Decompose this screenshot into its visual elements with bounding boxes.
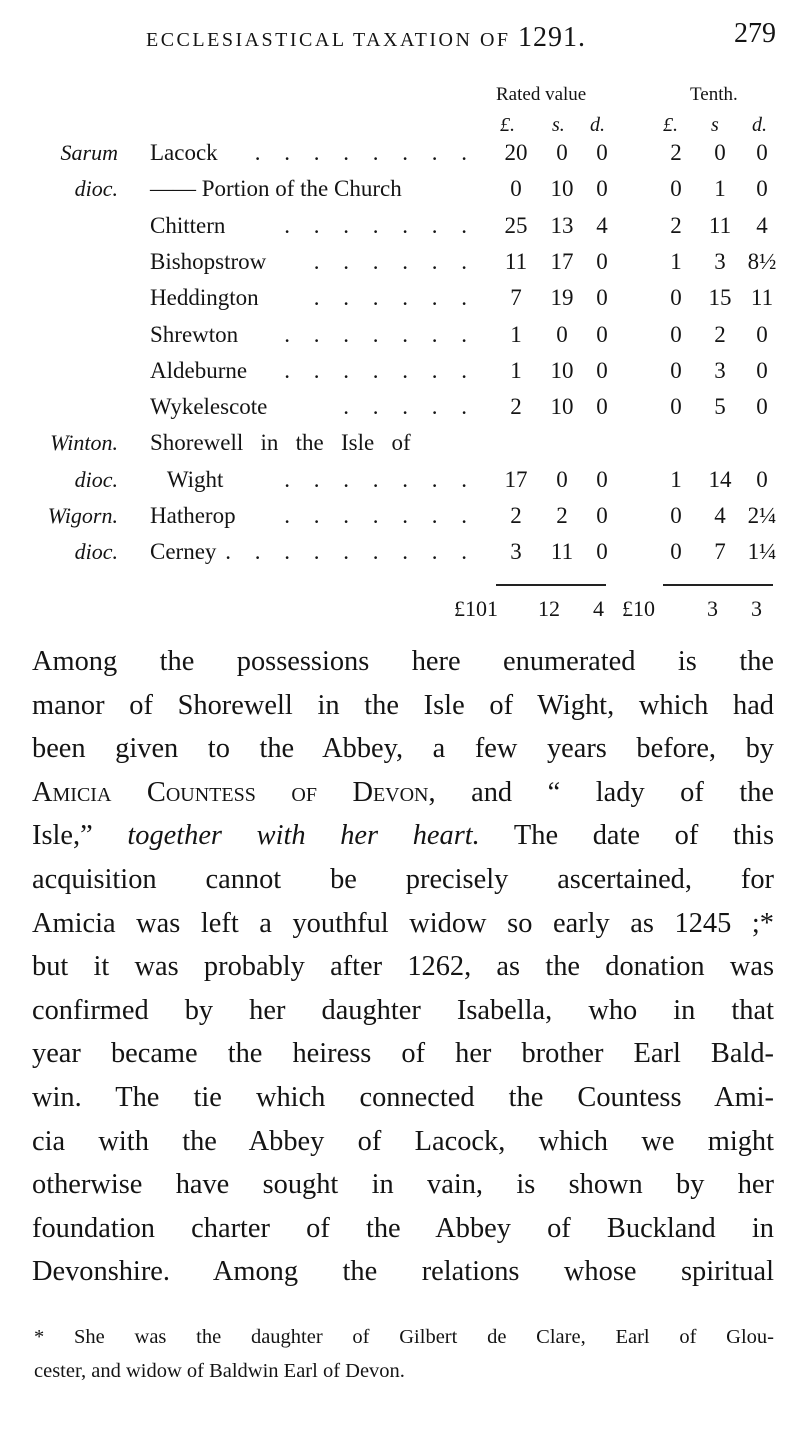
leader-dots: . . . . . . . bbox=[284, 212, 476, 238]
body-line: otherwise have sought in vain, is shown by her bbox=[32, 1169, 774, 1201]
body-line: confirmed by her daughter Isabella, who in that bbox=[32, 994, 774, 1026]
body-line-rest: and “ lady of the bbox=[435, 776, 775, 808]
tenth-value-cell: 15 bbox=[708, 285, 732, 311]
rated-value-cell: 10 bbox=[550, 176, 574, 202]
place-name: Bishopstrow bbox=[150, 248, 267, 274]
place-name: Lacock bbox=[150, 140, 218, 165]
tenth-value-cell: 0 bbox=[756, 140, 768, 165]
rated-value-cell: 0 bbox=[596, 321, 608, 347]
body-line: been given to the Abbey, a few years before, by bbox=[32, 733, 774, 765]
rated-value-cell: 0 bbox=[510, 176, 522, 202]
unit-pence: d. bbox=[590, 114, 605, 136]
body-line-rest: The date of this bbox=[479, 820, 774, 852]
tenth-value-cell: 0 bbox=[756, 176, 768, 202]
place-name: Shrewton bbox=[150, 321, 239, 347]
tenth-value-cell: 0 bbox=[670, 176, 682, 202]
tenth-value-cell: 0 bbox=[714, 140, 726, 165]
tenth-value-cell: 0 bbox=[670, 321, 682, 347]
tenth-value-cell: 0 bbox=[670, 394, 682, 420]
diocese-label: Winton. bbox=[50, 430, 118, 456]
tenth-value-cell: 2 bbox=[670, 140, 682, 165]
rated-value-cell: 0 bbox=[596, 176, 608, 202]
running-title bbox=[146, 22, 586, 54]
leader-dots: . . . . . . . bbox=[284, 503, 476, 528]
place-name: Wight bbox=[150, 466, 224, 492]
body-line: Devonshire. Among the relations whose spiritual bbox=[32, 1256, 774, 1288]
col-header-rated-value: Rated value bbox=[496, 84, 587, 105]
diocese-label: dioc. bbox=[74, 466, 118, 492]
tenth-value-cell: 0 bbox=[756, 466, 768, 492]
body-line: foundation charter of the Abbey of Buckland in bbox=[32, 1212, 774, 1244]
total-rated-pence: 4 bbox=[593, 596, 604, 621]
table-row bbox=[0, 176, 800, 212]
running-title-text: ECCLESIASTICAL TAXATION OF bbox=[146, 29, 511, 51]
place-name: Wykelescote bbox=[150, 394, 268, 420]
rated-value-cell: 0 bbox=[556, 140, 568, 165]
rated-value-cell: 13 bbox=[550, 212, 574, 238]
diocese-label: Wigorn. bbox=[47, 503, 118, 528]
rated-value-cell: 4 bbox=[596, 212, 608, 238]
total-tenth-shillings: 3 bbox=[707, 596, 718, 621]
table-row bbox=[0, 213, 800, 249]
tenth-value-cell: 2 bbox=[714, 321, 726, 347]
table-row bbox=[0, 358, 800, 394]
tenth-value-cell: 0 bbox=[756, 357, 768, 383]
body-line: but it was probably after 1262, as the donation was bbox=[32, 951, 774, 983]
rated-value-cell: 7 bbox=[510, 285, 522, 311]
footnote-line: cester, and widow of Baldwin Earl of Devon. bbox=[34, 1360, 405, 1382]
tenth-value-cell: 8½ bbox=[747, 248, 777, 274]
rated-value-cell: 0 bbox=[596, 357, 608, 383]
body-paragraph bbox=[32, 640, 774, 1294]
tenth-value-cell: 1 bbox=[714, 176, 726, 202]
tenth-value-cell: 1¼ bbox=[747, 539, 777, 565]
rated-value-cell: 0 bbox=[596, 140, 608, 165]
leader-dots: . . . . . . bbox=[313, 285, 476, 311]
table-row bbox=[0, 430, 800, 466]
leader-dots: . . . . . . . bbox=[284, 321, 476, 347]
unit-pounds: £. bbox=[500, 114, 515, 136]
rated-value-cell: 10 bbox=[550, 394, 574, 420]
tenth-value-cell: 0 bbox=[756, 321, 768, 347]
tenth-value-cell: 14 bbox=[708, 466, 732, 492]
rated-value-cell: 17 bbox=[504, 466, 528, 492]
tenth-value-cell: 3 bbox=[714, 357, 726, 383]
body-line: acquisition cannot be precisely ascertained, for bbox=[32, 863, 774, 895]
leader-dots: . . . . . . . . bbox=[254, 140, 476, 165]
rated-value-cell: 1 bbox=[510, 357, 522, 383]
sum-rule-tenth bbox=[663, 584, 773, 586]
leader-dots: . . . . . . . . . bbox=[225, 539, 476, 565]
rated-value-cell: 2 bbox=[510, 394, 522, 420]
tenth-value-cell: 0 bbox=[670, 357, 682, 383]
place-name: —— Portion of the Church bbox=[150, 176, 402, 202]
total-tenth-pence: 3 bbox=[751, 596, 762, 621]
rated-value-cell: 10 bbox=[550, 357, 574, 383]
unit-pence: d. bbox=[752, 114, 767, 136]
tenth-value-cell: 5 bbox=[714, 394, 726, 420]
place-name: Heddington bbox=[150, 285, 259, 311]
tenth-value-cell: 11 bbox=[708, 212, 732, 238]
tenth-value-cell: 1 bbox=[670, 248, 682, 274]
body-line-start: Isle,” bbox=[32, 820, 93, 852]
diocese-label: dioc. bbox=[74, 539, 118, 565]
place-name: Shorewell in the Isle of bbox=[150, 430, 411, 456]
table-row bbox=[0, 539, 800, 575]
leader-dots: . . . . . . . bbox=[284, 466, 476, 492]
rated-value-cell: 19 bbox=[550, 285, 574, 311]
body-line: year became the heiress of her brother Earl Bald- bbox=[32, 1038, 774, 1070]
col-header-tenth: Tenth. bbox=[690, 84, 738, 105]
rated-value-cell: 2 bbox=[556, 503, 568, 528]
tenth-value-cell: 1 bbox=[670, 466, 682, 492]
place-name: Hatherop bbox=[150, 503, 236, 528]
rated-value-cell: 3 bbox=[510, 539, 522, 565]
unit-pounds: £. bbox=[663, 114, 678, 136]
rated-value-cell: 0 bbox=[596, 394, 608, 420]
rated-value-cell: 25 bbox=[504, 212, 528, 238]
table-row bbox=[0, 140, 800, 176]
rated-value-cell: 0 bbox=[596, 503, 608, 528]
diocese-label: Sarum bbox=[60, 140, 118, 165]
body-line: win. The tie which connected the Countess Ami- bbox=[32, 1081, 774, 1113]
body-line: Among the possessions here enumerated is the bbox=[32, 646, 774, 677]
tenth-value-cell: 7 bbox=[714, 539, 726, 565]
rated-value-cell: 11 bbox=[504, 248, 528, 274]
tenth-value-cell: 4 bbox=[714, 503, 726, 528]
table-row bbox=[0, 503, 800, 539]
rated-value-cell: 0 bbox=[596, 539, 608, 565]
rated-value-cell: 2 bbox=[510, 503, 522, 528]
tenth-value-cell: 4 bbox=[756, 212, 768, 238]
rated-value-cell: 0 bbox=[556, 466, 568, 492]
body-line bbox=[32, 771, 774, 815]
tenth-value-cell: 3 bbox=[714, 248, 726, 274]
table-row bbox=[0, 249, 800, 285]
total-rated-shillings: 12 bbox=[538, 596, 560, 621]
place-name: Cerney bbox=[150, 539, 217, 565]
rated-value-cell: 20 bbox=[504, 140, 528, 165]
rated-value-cell: 0 bbox=[596, 466, 608, 492]
unit-shillings: s. bbox=[552, 114, 565, 136]
running-title-year: 1291. bbox=[518, 22, 587, 53]
italic-phrase: together with her heart. bbox=[92, 820, 480, 852]
body-line: manor of Shorewell in the Isle of Wight, which had bbox=[32, 689, 774, 721]
tenth-value-cell: 11 bbox=[750, 285, 774, 311]
place-name: Chittern bbox=[150, 212, 226, 238]
body-line: cia with the Abbey of Lacock, which we might bbox=[32, 1125, 774, 1157]
leader-dots: . . . . . bbox=[343, 394, 476, 420]
total-tenth-pounds: £10 bbox=[622, 596, 655, 621]
rated-value-cell: 17 bbox=[550, 248, 574, 274]
unit-shillings: s bbox=[711, 114, 719, 136]
table-row bbox=[0, 322, 800, 358]
leader-dots: . . . . . . bbox=[313, 248, 476, 274]
person-name: Amicia Countess of Devon, bbox=[32, 776, 436, 808]
tenth-value-cell: 0 bbox=[756, 394, 768, 420]
rated-value-cell: 0 bbox=[556, 321, 568, 347]
tenth-value-cell: 0 bbox=[670, 503, 682, 528]
place-name: Aldeburne bbox=[150, 357, 248, 383]
page-number: 279 bbox=[734, 18, 776, 49]
body-line bbox=[32, 814, 774, 858]
tenth-value-cell: 0 bbox=[670, 285, 682, 311]
tenth-value-cell: 2 bbox=[670, 212, 682, 238]
rated-value-cell: 1 bbox=[510, 321, 522, 347]
table-row bbox=[0, 285, 800, 321]
table-row bbox=[0, 467, 800, 503]
footnote bbox=[34, 1320, 774, 1388]
total-rated-pounds: £101 bbox=[454, 596, 498, 621]
running-header bbox=[0, 14, 800, 54]
diocese-label: dioc. bbox=[74, 176, 118, 202]
rated-value-cell: 0 bbox=[596, 248, 608, 274]
leader-dots: . . . . . . . bbox=[284, 357, 476, 383]
footnote-line: * She was the daughter of Gilbert de Clare, Earl of Glou- bbox=[34, 1326, 774, 1348]
tenth-value-cell: 2¼ bbox=[747, 503, 777, 528]
rated-value-cell: 0 bbox=[596, 285, 608, 311]
body-line: Amicia was left a youthful widow so early as 1245 ;* bbox=[32, 907, 774, 939]
tenth-value-cell: 0 bbox=[670, 539, 682, 565]
rated-value-cell: 11 bbox=[550, 539, 574, 565]
sum-rule-rated bbox=[496, 584, 606, 586]
table-row bbox=[0, 394, 800, 430]
